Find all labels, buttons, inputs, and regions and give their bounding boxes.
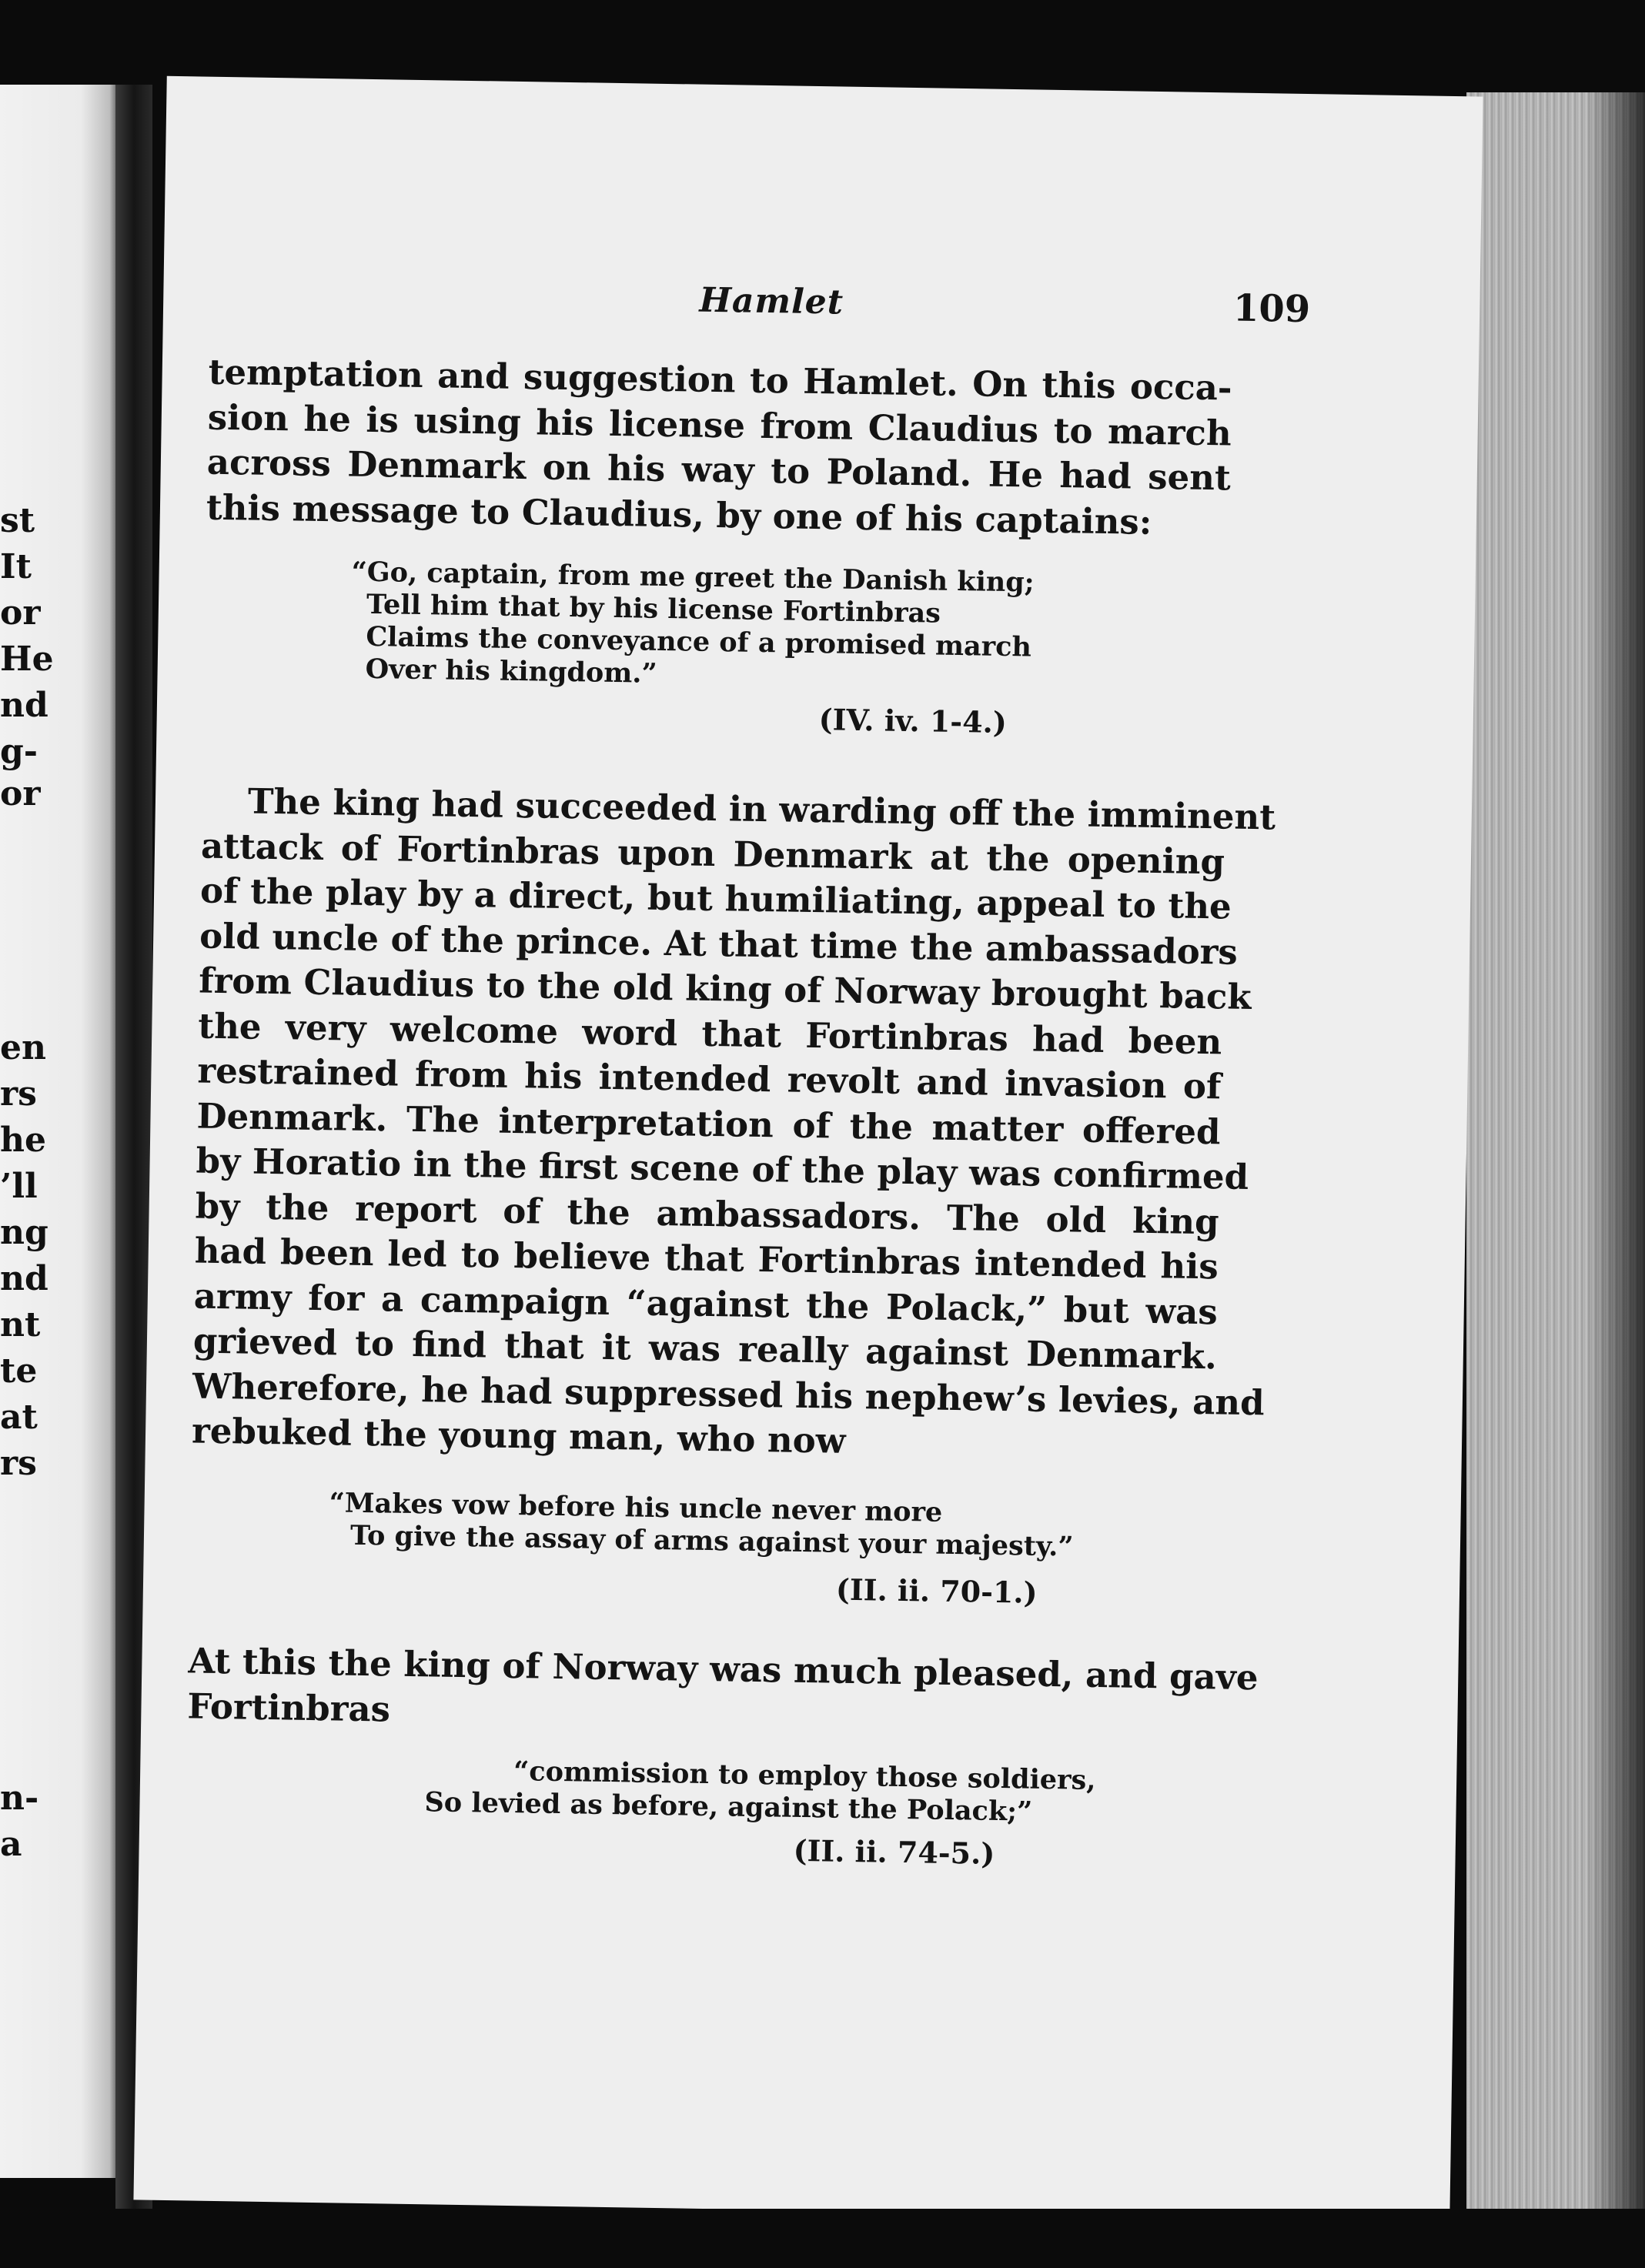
text-line: by Horatio in the first scene of the play was confirmed — [196, 1140, 1249, 1197]
citation: (IV. iv. 1-4.) — [818, 702, 1008, 740]
facing-page-fragment: or — [0, 593, 41, 633]
page-number: 109 — [1232, 286, 1311, 332]
facing-page-fragment: st — [0, 501, 35, 540]
paragraph-3 — [187, 1638, 1259, 1745]
text-line: had been led to believe that Fortinbras intended his — [194, 1230, 1219, 1288]
text-line: of the play by a direct, but humiliating, appeal to the — [199, 870, 1232, 927]
facing-page-fragment: He — [0, 640, 54, 679]
citation: (II. ii. 70-1.) — [835, 1572, 1038, 1610]
facing-page-fragment: n- — [0, 1779, 39, 1818]
verse-line: Over his kingdom.” — [365, 653, 657, 690]
text-line: Wherefore, he had suppressed his nephew’s levies, and — [192, 1364, 1265, 1423]
book-page — [133, 76, 1483, 2221]
verse-line: So levied as before, against the Polack;” — [424, 1786, 1033, 1828]
verse-line: Claims the conveyance of a promised march — [366, 620, 1032, 663]
running-head: Hamlet — [699, 280, 844, 322]
facing-page-fragment: rs — [0, 1074, 37, 1114]
page-edge-shadow — [1586, 92, 1645, 2216]
text-line: rebuked the young man, who now — [191, 1410, 846, 1461]
text-line: temptation and suggestion to Hamlet. On this occa- — [208, 351, 1233, 409]
text-line: from Claudius to the old king of Norway brought back — [198, 960, 1252, 1018]
text-line: grieved to find that it was really against Denmark. — [192, 1320, 1218, 1378]
verse-quotation-1 — [349, 556, 1035, 696]
verse-line: “Go, captain, from me greet the Danish king; — [351, 556, 1035, 599]
facing-page-fragment: he — [0, 1121, 46, 1160]
facing-page-fragment: or — [0, 774, 41, 813]
facing-page-fragment: ng — [0, 1213, 48, 1252]
paragraph-1 — [206, 350, 1233, 546]
verse-line: Tell him that by his license Fortinbras — [366, 588, 941, 630]
verse-line: To give the assay of arms against your majesty.” — [349, 1519, 1074, 1563]
text-line: army for a campaign “against the Polack,” but was — [193, 1274, 1219, 1332]
verse-line: “commission to employ those soldiers, — [513, 1755, 1096, 1796]
facing-page-fragment: ’ll — [0, 1167, 38, 1206]
verse-line: “Makes vow before his uncle never more — [329, 1487, 943, 1528]
text-line: this message to Claudius, by one of his captains: — [206, 486, 1152, 543]
facing-page-fragment: at — [0, 1398, 38, 1437]
text-line: The king had succeeded in warding off the imminent — [247, 780, 1276, 838]
citation: (II. ii. 74-5.) — [793, 1832, 995, 1871]
text-line: At this the king of Norway was much pleased, and gave — [188, 1640, 1259, 1698]
text-line: across Denmark on his way to Poland. He had sent — [206, 441, 1232, 499]
facing-page — [0, 85, 115, 2178]
text-line: sion he is using his license from Claudius to march — [207, 396, 1232, 454]
verse-quotation-2 — [329, 1487, 1075, 1563]
facing-page-fragment: en — [0, 1028, 46, 1067]
text-line: the very welcome word that Fortinbras had been — [197, 1005, 1222, 1062]
facing-page-fragment: It — [0, 547, 32, 586]
text-line: old uncle of the prince. At that time the ambassadors — [199, 915, 1239, 973]
scan-border — [0, 2209, 1645, 2268]
facing-page-fragment: te — [0, 1351, 38, 1391]
facing-page-fragment: rs — [0, 1444, 37, 1483]
text-line: by the report of the ambassadors. The old king — [195, 1185, 1219, 1242]
facing-page-fragment: nt — [0, 1305, 41, 1344]
text-line: attack of Fortinbras upon Denmark at the opening — [200, 825, 1225, 882]
facing-page-fragment: a — [0, 1825, 22, 1864]
text-line: restrained from his intended revolt and invasion of — [197, 1050, 1222, 1107]
facing-page-fragment: g- — [0, 732, 38, 771]
paragraph-2 — [191, 779, 1276, 1470]
facing-page-fragment: nd — [0, 1259, 48, 1298]
text-line: Fortinbras — [187, 1685, 391, 1730]
verse-quotation-3 — [424, 1754, 1096, 1829]
facing-page-fragment: nd — [0, 686, 48, 725]
text-line: Denmark. The interpretation of the matter offered — [196, 1095, 1221, 1152]
